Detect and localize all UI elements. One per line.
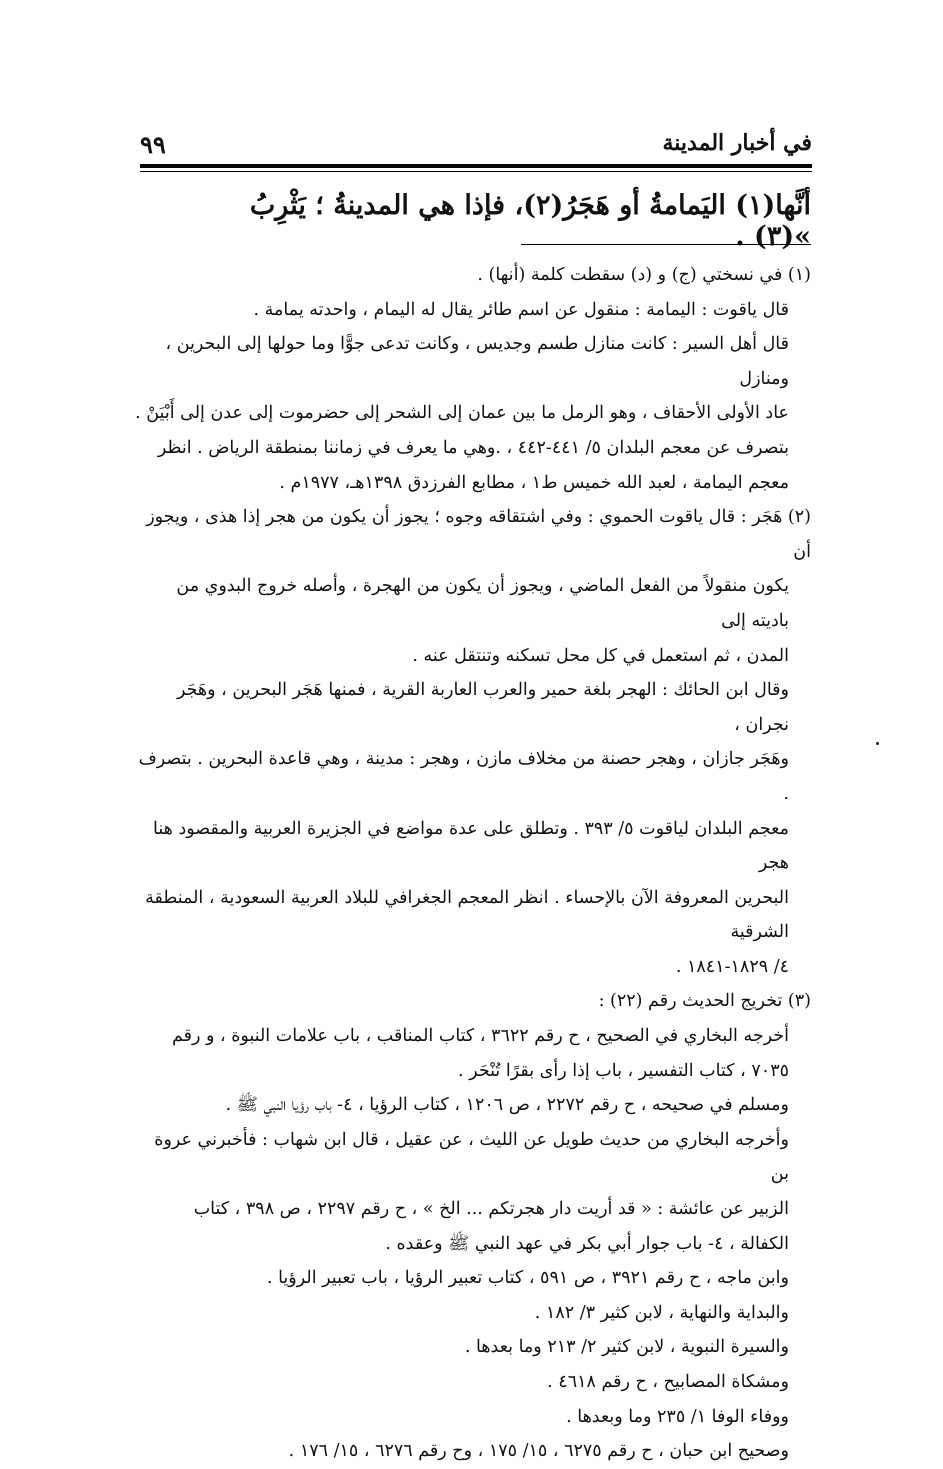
running-title: في أخبار المدينة — [662, 130, 812, 156]
footnote-1-line: معجم اليمامة ، لعبد الله خميس ط١ ، مطابع الفرزدق ١٣٩٨هـ، ١٩٧٧م . — [279, 472, 789, 493]
footnote-3-line: ٧٠٣٥ ، كتاب التفسير ، باب إذا رأى بقرًا تُنْحَر . — [458, 1060, 789, 1081]
footnote-3-line: ومسلم في صحيحه ، ح رقم ٢٢٧٢ ، ص ١٢٠٦ ، كتاب الرؤيا ، ٤- باب رؤيا النبي ﷺ . — [225, 1095, 789, 1116]
footnote-2-line: وهَجَر جازان ، وهجر حصنة من مخلاف مازن ، وهجر : مدينة ، وهي قاعدة البحرين . بتصرف . — [138, 749, 789, 804]
main-text-line: أنَّها(١) اليَمامةُ أو هَجَرُ(٢)، فإذا هي المدينةُ ؛ يَثْرِبُ »(٣) . — [249, 190, 811, 252]
footnote-3-line: وأخرجه البخاري من حديث طويل عن الليث ، عن عقيل ، قال ابن شهاب : فأخبرني عروة بن — [154, 1129, 789, 1185]
footnote-3-line: وصحيح ابن حبان ، ح رقم ٦٢٧٥ ، ١٥/ ١٧٥ ، وح رقم ٦٢٧٦ ، ١٥/ ١٧٦ . — [288, 1441, 789, 1462]
footnote-3-line: الكفالة ، ٤- باب جوار أبي بكر في عهد النبي ﷺ وعقده . — [385, 1233, 789, 1254]
footnote-3-line: ووفاء الوفا ١/ ٢٣٥ وما وبعدها . — [566, 1406, 789, 1427]
footnotes — [135, 258, 811, 1469]
footnote-1-line: قال ياقوت : اليمامة : منقول عن اسم طائر يقال له اليمام ، واحدته يمامة . — [253, 299, 789, 320]
footnote-1-line: عاد الأولى الأحقاف ، وهو الرمل ما بين عمان إلى الشحر إلى حضرموت إلى عدن إلى أَبْيَنْ . — [135, 403, 789, 424]
page-header — [140, 128, 812, 168]
footnote-1-line: (١) في نسختي (ج) و (د) سقطت كلمة (أنها) . — [477, 265, 811, 285]
footnote-1-line: قال أهل السير : كانت منازل طسم وجديس ، وكانت تدعى جوًّا وما حولها إلى البحرين ، ومنازل — [165, 334, 789, 389]
footnote-3-line: (٣) تخريج الحديث رقم (٢٢) : — [598, 991, 811, 1012]
footnote-2-line: المدن ، ثم استعمل في كل محل تسكنه وتنتقل عنه . — [412, 645, 789, 666]
footnote-3-line: ومشكاة المصابيح ، ح رقم ٤٦١٨ . — [547, 1372, 789, 1392]
footnote-3-line: والسيرة النبوية ، لابن كثير ٢/ ٢١٣ وما بعدها . — [464, 1337, 789, 1358]
footnote-2-line: ٤/ ١٨٢٩-١٨٤١ . — [675, 956, 789, 977]
footnote-2-line: البحرين المعروفة الآن بالإحساء . انظر المعجم الجغرافي للبلاد العربية السعودية ، المنطقة الشرقية — [145, 887, 789, 943]
page-number: ٩٩ — [140, 130, 166, 159]
footnote-3-line: وابن ماجه ، ح رقم ٣٩٢١ ، ص ٥٩١ ، كتاب تعبير الرؤيا ، باب تعبير الرؤيا . — [266, 1268, 789, 1289]
footnote-3-line: والبداية والنهاية ، لابن كثير ٣/ ١٨٢ . — [534, 1302, 789, 1323]
footnote-3-line: الزبير عن عائشة : « قد أريت دار هجرتكم ... الخ » ، ح رقم ٢٢٩٧ ، ص ٣٩٨ ، كتاب — [193, 1199, 789, 1220]
scan-speck — [876, 742, 879, 745]
footnote-3-line: أخرجه البخاري في الصحيح ، ح رقم ٣٦٢٢ ، كتاب المناقب ، باب علامات النبوة ، و رقم — [171, 1026, 789, 1047]
footnote-1-line: بتصرف عن معجم البلدان ٥/ ٤٤١-٤٤٢ ، .وهي ما يعرف في زماننا بمنطقة الرياض . انظر — [157, 437, 789, 458]
footnote-separator — [521, 244, 811, 245]
footnote-2-line: (٢) هَجَر : قال ياقوت الحموي : وفي اشتقاقه وجوه ؛ يجوز أن يكون من هجر إذا هذى ، ويجوز أن — [146, 507, 811, 562]
footnote-2-line: وقال ابن الحائك : الهجر بلغة حمير والعرب العاربة القرية ، فمنها هَجَر البحرين ، وهَجَر نجران ، — [176, 680, 789, 735]
header-rule-thick — [140, 164, 812, 168]
footnote-2-line: معجم البلدان لياقوت ٥/ ٣٩٣ . وتطلق على عدة مواضع في الجزيرة العربية والمقصود هنا هجر — [153, 818, 789, 874]
footnote-2-line: يكون منقولاً من الفعل الماضي ، ويجوز أن يكون من الهجرة ، وأصله خروج البدوي من باديته إلى — [176, 576, 789, 631]
header-rule-thin — [140, 171, 812, 172]
